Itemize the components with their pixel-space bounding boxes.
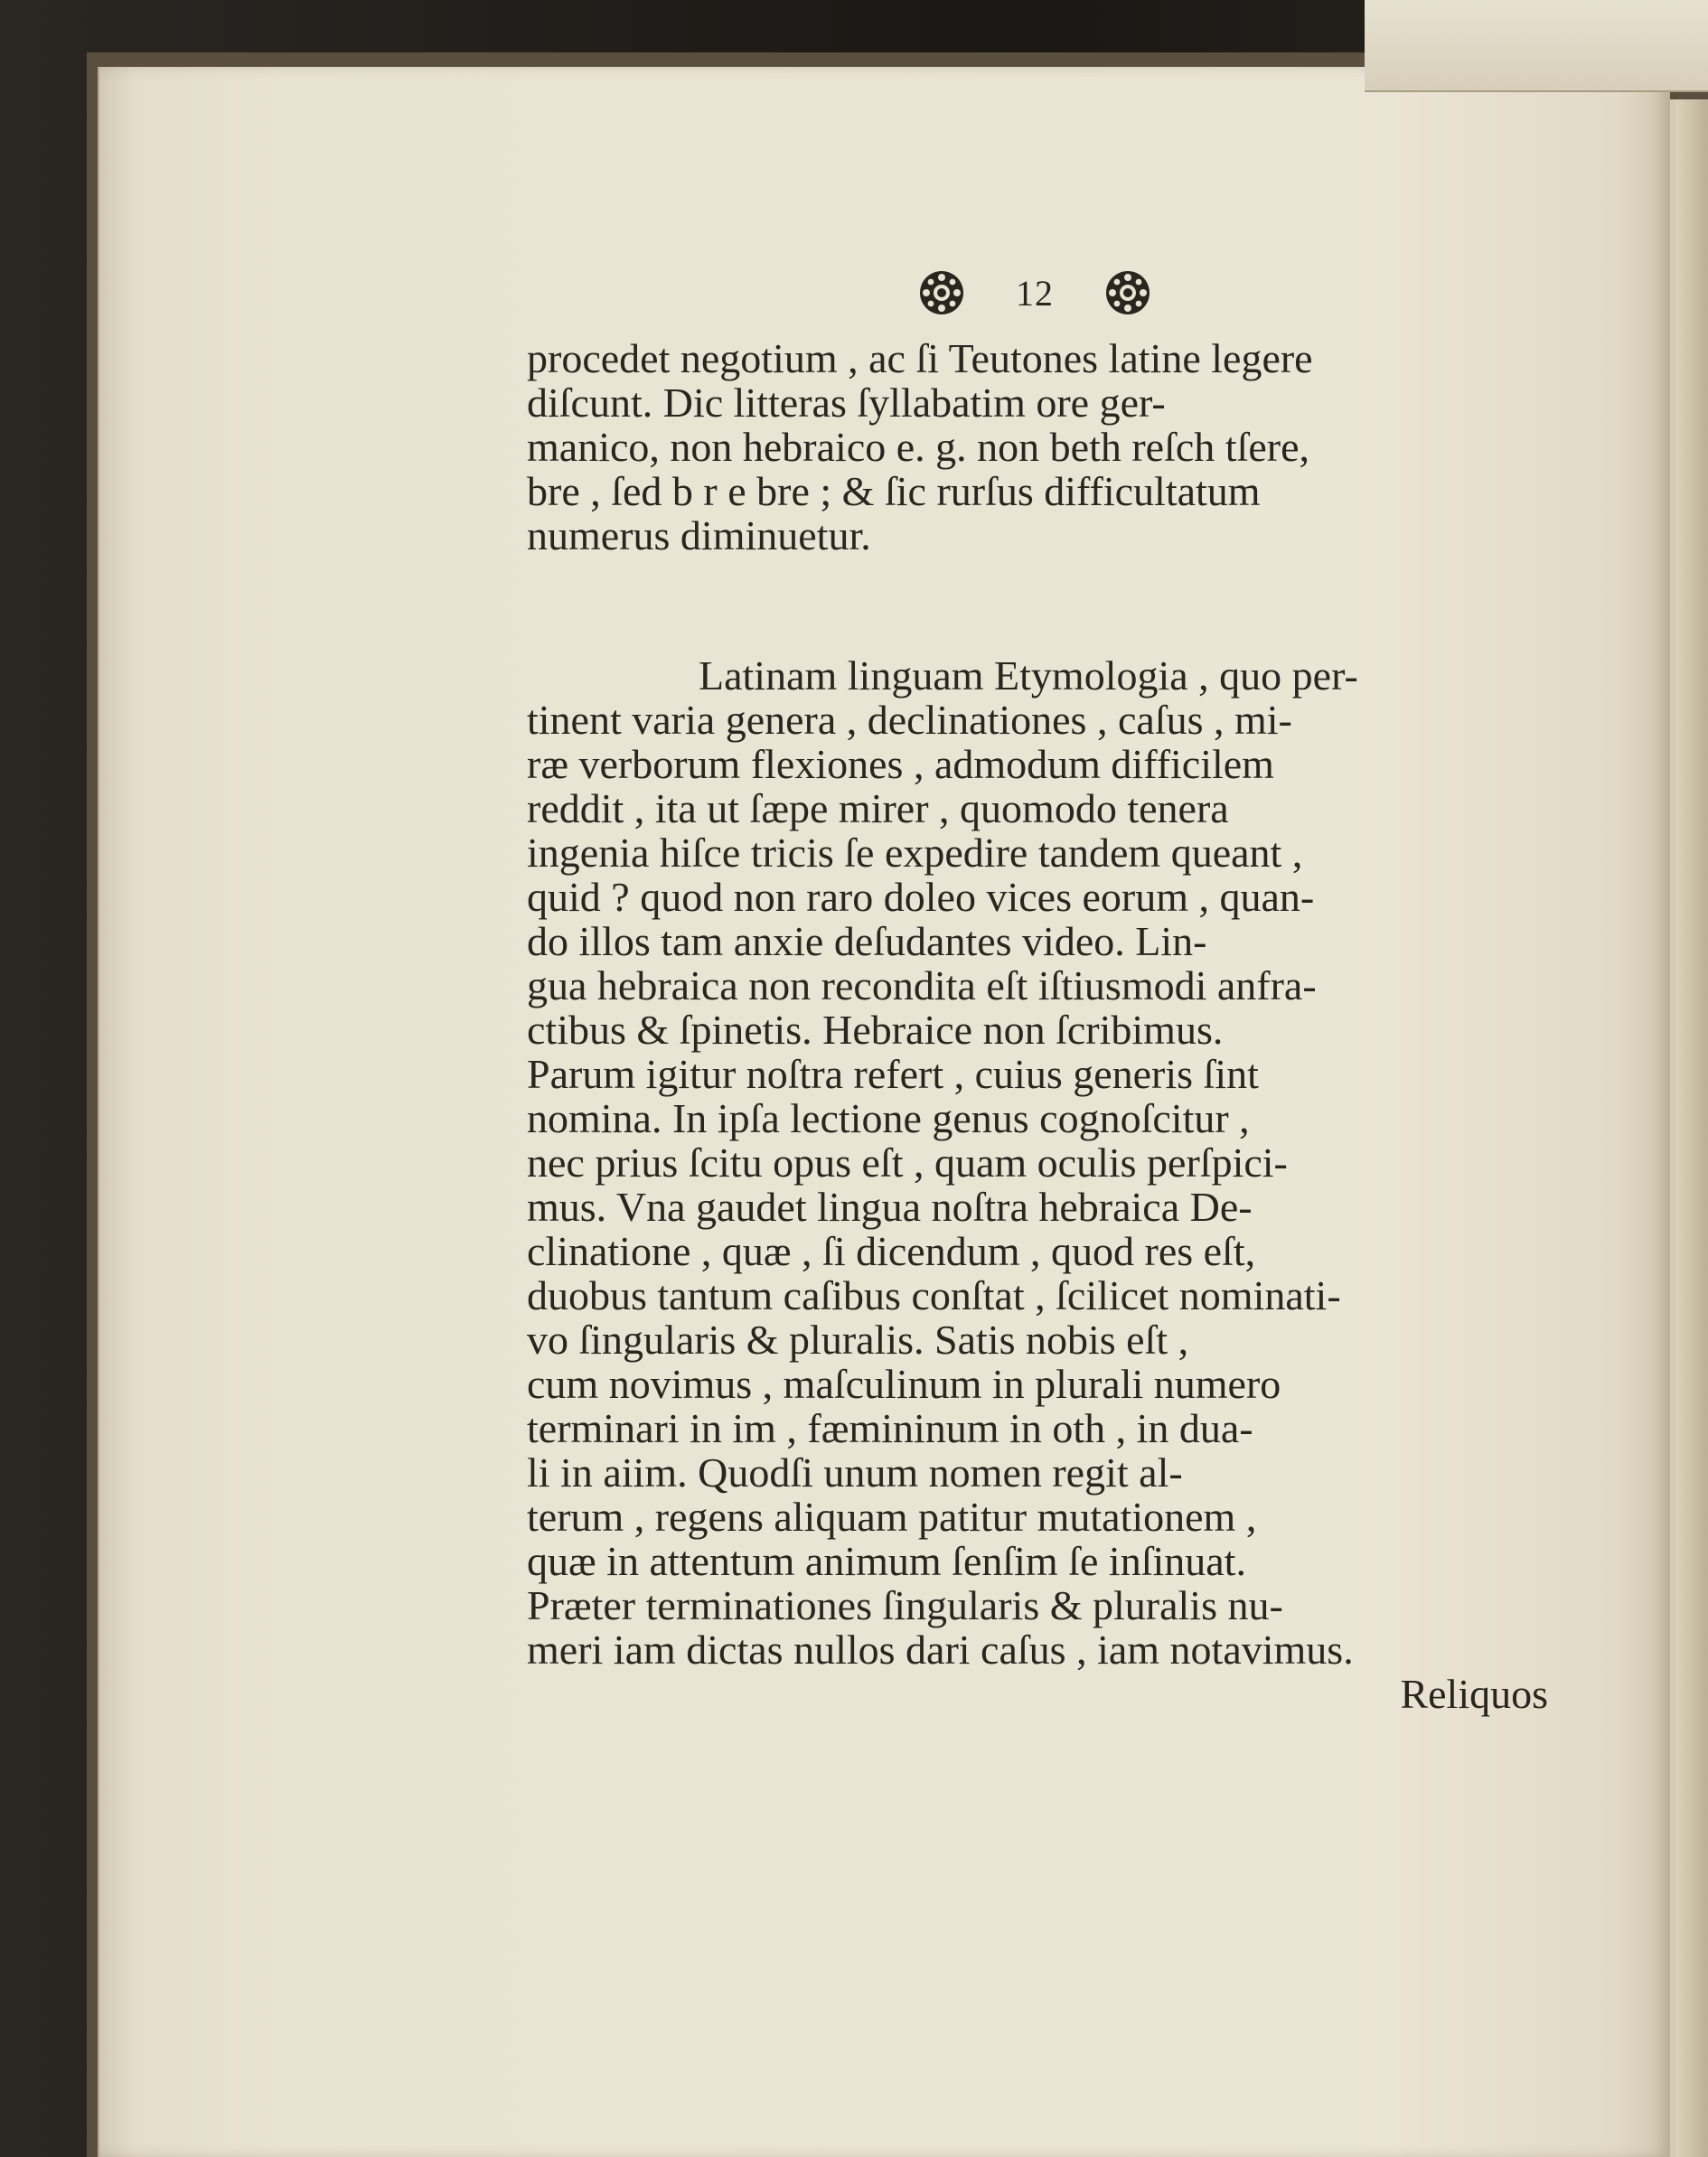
text-line: procedet negotium , ac ſi Teutones latine legere xyxy=(527,335,1313,381)
text-line: terminari in im , fæmininum in oth , in dua- xyxy=(527,1405,1253,1451)
rosette-ornament-icon xyxy=(1103,268,1152,317)
text-line: manico, non hebraico e. g. non beth reſch tſere, xyxy=(527,424,1310,470)
text-line: Parum igitur noſtra refert , cuius generis ſint xyxy=(527,1051,1259,1097)
text-line: li in aiim. Quodſi unum nomen regit al- xyxy=(527,1449,1183,1496)
text-line: bre , ſed b r e bre ; & ſic rurſus difficultatum xyxy=(527,468,1261,514)
text-line: numerus diminuetur. xyxy=(527,512,871,558)
text-line: ræ verborum flexiones , admodum difficilem xyxy=(527,741,1274,787)
text-line: do illos tam anxie deſudantes video. Lin- xyxy=(527,918,1207,964)
text-line: ingenia hiſce tricis ſe expedire tandem queant , xyxy=(527,830,1303,876)
rosette-ornament-icon xyxy=(917,268,966,317)
text-line: tinent varia genera , declinationes , caſus , mi- xyxy=(527,697,1292,743)
text-line: vo ſingularis & pluralis. Satis nobis eſt , xyxy=(527,1317,1189,1363)
page-number: 12 xyxy=(1016,272,1054,314)
text-line: meri iam dictas nullos dari caſus , iam notavimus. xyxy=(527,1627,1354,1673)
text-line: nec prius ſcitu opus eſt , quam oculis perſpici- xyxy=(527,1139,1288,1186)
paper-tab xyxy=(1365,0,1708,92)
text-line: duobus tantum caſibus conſtat , ſcilicet nominati- xyxy=(527,1272,1341,1318)
text-line: gua hebraica non recondita eſt iſtiusmodi anfra- xyxy=(527,962,1317,1008)
paragraph-1 xyxy=(527,336,1548,558)
text-line: Latinam linguam Etymologia , quo per- xyxy=(699,652,1358,699)
text-line: mus. Vna gaudet lingua noſtra hebraica De- xyxy=(527,1184,1253,1230)
text-line: ctibus & ſpinetis. Hebraice non ſcribimus. xyxy=(527,1007,1224,1053)
text-line: Præter terminationes ſingularis & pluralis nu- xyxy=(527,1582,1283,1628)
text-line: cum novimus , maſculinum in plurali numero xyxy=(527,1361,1281,1407)
text-line: nomina. In ipſa lectione genus cognoſcitur , xyxy=(527,1095,1250,1141)
paragraph-gap xyxy=(527,558,1548,653)
catchword: Reliquos xyxy=(1400,1671,1548,1717)
text-line: terum , regens aliquam patitur mutationem , xyxy=(527,1494,1257,1540)
text-line: reddit , ita ut ſæpe mirer , quomodo tenera xyxy=(527,785,1229,831)
text-line: clinatione , quæ , ſi dicendum , quod res eſt, xyxy=(527,1228,1256,1274)
body-text xyxy=(527,336,1548,1716)
page-header xyxy=(917,264,1152,322)
text-line: diſcunt. Dic litteras ſyllabatim ore ger- xyxy=(527,380,1166,426)
text-line: quid ? quod non raro doleo vices eorum , quan- xyxy=(527,874,1315,920)
paragraph-2 xyxy=(527,653,1548,1672)
text-line: quæ in attentum animum ſenſim ſe inſinuat. xyxy=(527,1538,1246,1584)
